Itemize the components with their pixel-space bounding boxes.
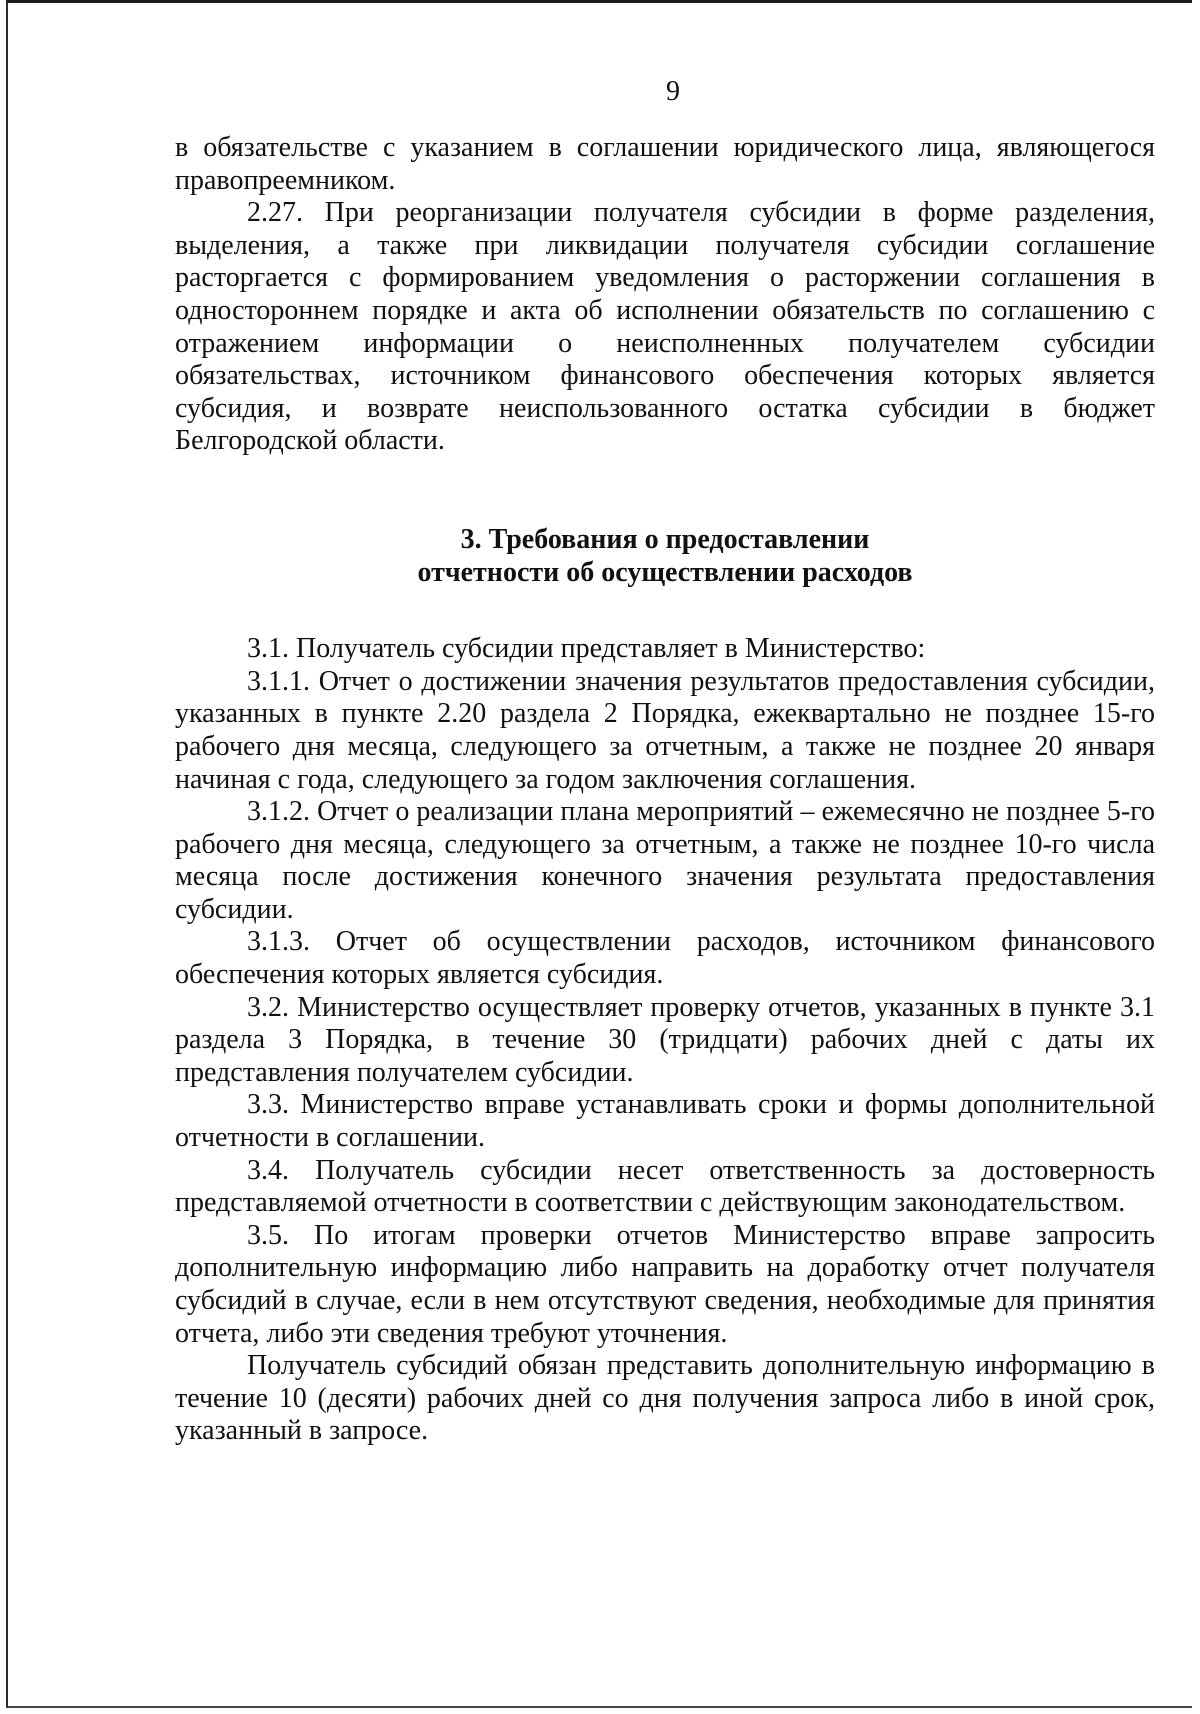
document-page: [175, 72, 1155, 1448]
paragraph-3-3: 3.3. Министерство вправе устанавливать сроки и формы дополнительной отчетности в соглашении.: [175, 1089, 1155, 1154]
paragraph-3-5: 3.5. По итогам проверки отчетов Министерство вправе запросить дополнительную информацию либо направить на доработку отчет получателя субсидий в случае, если в нем отсутствуют сведения, необходимые для принятия отчета, либо эти сведения требуют уточнения.: [175, 1219, 1155, 1349]
section-3-text: [175, 633, 1155, 1448]
paragraph-3-1-3: 3.1.3. Отчет об осуществлении расходов, источником финансового обеспечения которых является субсидия.: [175, 926, 1155, 991]
paragraph-3-2: 3.2. Министерство осуществляет проверку отчетов, указанных в пункте 3.1 раздела 3 Порядка, в течение 30 (тридцати) рабочих дней с даты их представления получателем субсидии.: [175, 991, 1155, 1088]
paragraph-2-27: 2.27. При реорганизации получателя субсидии в форме разделения, выделения, а также при ликвидации получателя субсидии соглашение расторгается с формированием уведомления о расторжении соглашения в одностороннем порядке и акта об исполнении обязательств по соглашению с отражением информации о неисполненных получателем субсидии обязательствах, источником финансового обеспечения которых является субсидия, и возврате неиспользованного остатка субсидии в бюджет Белгородской области.: [175, 197, 1155, 457]
heading-line-2: отчетности об осуществлении расходов: [417, 556, 913, 588]
paragraph-continued: в обязательстве с указанием в соглашении юридического лица, являющегося правопреемником.: [175, 132, 1155, 196]
section-2-text: [175, 132, 1155, 458]
paragraph-3-1-1: 3.1.1. Отчет о достижении значения результатов предоставления субсидии, указанных в пункте 2.20 раздела 2 Порядка, ежеквартально не позднее 15-го рабочего дня месяца, следующего за отчетным, а также не позднее 20 января начиная с года, следующего за годом заключения соглашения.: [175, 665, 1155, 795]
paragraph-3-4: 3.4. Получатель субсидии несет ответственность за достоверность представляемой отчетности в соответствии с действующим законодательством.: [175, 1154, 1155, 1219]
heading-line-1: 3. Требования о предоставлении: [460, 523, 870, 555]
page-number: 9: [666, 76, 680, 107]
paragraph-3-1: 3.1. Получатель субсидии представляет в Министерство:: [247, 633, 926, 665]
section-3-heading: [175, 524, 1155, 589]
paragraph-additional-info: Получатель субсидий обязан представить дополнительную информацию в течение 10 (десяти) рабочих дней со дня получения запроса либо в иной срок, указанный в запросе.: [175, 1350, 1155, 1447]
paragraph-3-1-2: 3.1.2. Отчет о реализации плана мероприятий – ежемесячно не позднее 5-го рабочего дня месяца, следующего за отчетным, а также не позднее 10-го числа месяца после достижения конечного значения результата предоставления субсидии.: [175, 796, 1155, 925]
